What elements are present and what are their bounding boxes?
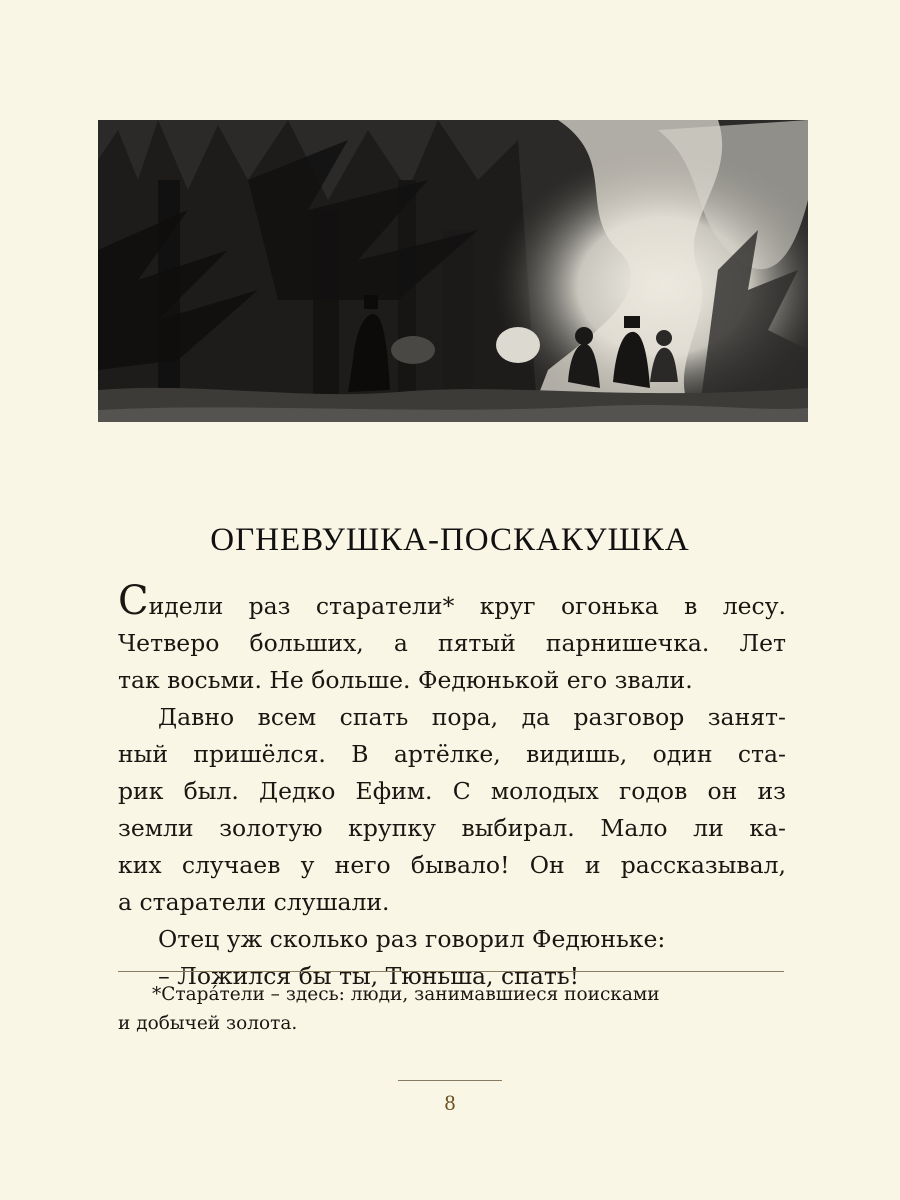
footnote-line-1: *Стара́тели – здесь: люди, занимавшиеся поисками: [152, 984, 660, 1005]
paragraph-1-line-2: Четверо больших, а пятый парнишечка. Лет: [118, 629, 786, 657]
footnote-divider: [118, 971, 784, 972]
story-title: ОГНЕВУШКА-ПОСКАКУШКА: [210, 522, 690, 558]
paragraph-1-line-1: Сидели раз старатели* круг огонька в лесу.: [118, 578, 786, 624]
page-number: 8: [444, 1090, 456, 1115]
paragraph-2-line-5: ких случаев у него бывало! Он и рассказывал,: [118, 851, 786, 879]
paragraph-2-line-4: земли золотую крупку выбирал. Мало ли ка-: [118, 814, 786, 842]
paragraph-2-line-6: а старатели слушали.: [118, 888, 390, 916]
paragraph-2-line-2: ный пришёлся. В артёлке, видишь, один ста-: [118, 740, 786, 768]
paragraph-3-line-1: Отец уж сколько раз говорил Федюньке:: [158, 925, 666, 953]
footnote: [118, 980, 784, 1038]
paragraph-2-line-3: рик был. Дедко Ефим. С молодых годов он из: [118, 777, 786, 805]
forest-campfire-illustration: [98, 120, 808, 422]
page-number-divider: [398, 1080, 502, 1081]
footnote-line-2: и добычей золота.: [118, 1013, 298, 1034]
paragraph-4-line-1: – Ложился бы ты, Тюньша, спать!: [158, 962, 580, 990]
paragraph-1-line-3: так восьми. Не больше. Федюнькой его звали.: [118, 666, 693, 694]
story-body: [118, 578, 786, 995]
drop-cap: С: [118, 578, 149, 624]
paragraph-2-line-1: Давно всем спать пора, да разговор занят-: [158, 703, 786, 731]
